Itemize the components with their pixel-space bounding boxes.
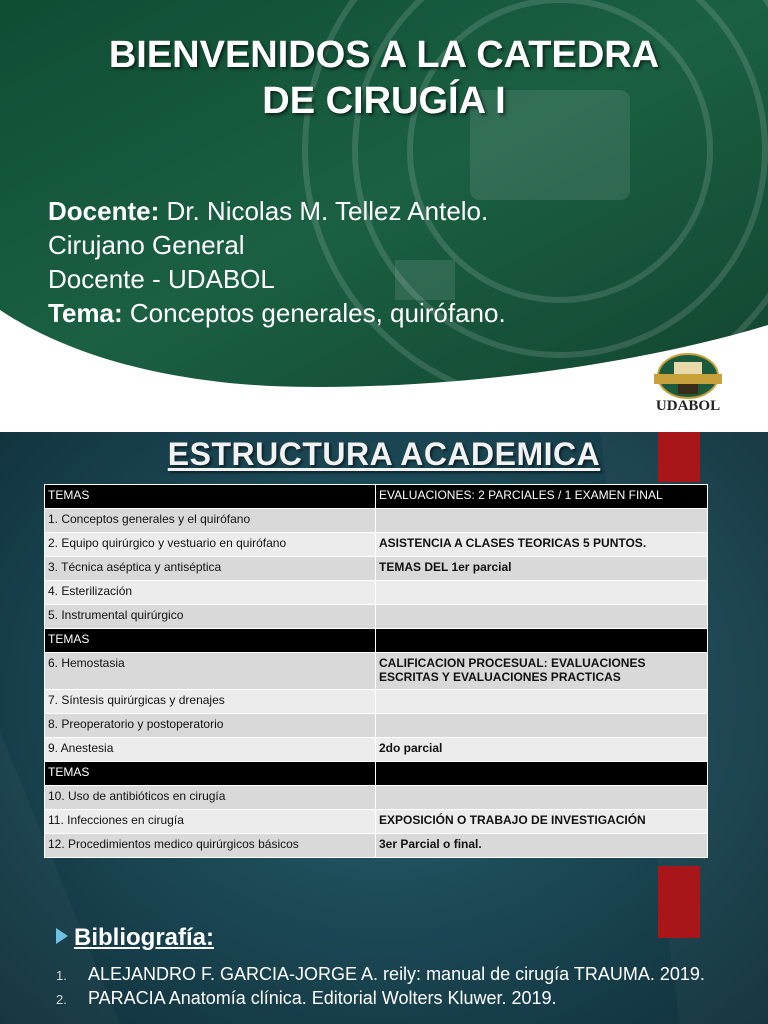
evaluation-cell [376, 629, 708, 653]
evaluation-cell [376, 690, 708, 714]
evaluation-cell [376, 714, 708, 738]
title-line-2: DE CIRUGÍA I [262, 80, 506, 122]
table-row [45, 533, 708, 557]
evaluation-cell [376, 509, 708, 533]
evaluation-cell [376, 786, 708, 810]
evaluation-cell: CALIFICACION PROCESUAL: EVALUACIONES ESCRITAS Y EVALUACIONES PRACTICAS [376, 653, 708, 690]
evaluation-cell [376, 762, 708, 786]
table-row [45, 557, 708, 581]
temas-header-cell: TEMAS [45, 629, 376, 653]
list-item-text: PARACIA Anatomía clínica. Editorial Wolters Kluwer. 2019. [88, 988, 557, 1008]
topic-cell: 9. Anestesia [45, 738, 376, 762]
institution-line: Docente - UDABOL [48, 264, 275, 294]
topic-cell: 5. Instrumental quirúrgico [45, 605, 376, 629]
table-row [45, 509, 708, 533]
topic-cell: 6. Hemostasia [45, 653, 376, 690]
slide-welcome [0, 0, 768, 432]
bibliography-title-text: Bibliografía: [74, 924, 215, 951]
evaluation-cell: ASISTENCIA A CLASES TEORICAS 5 PUNTOS. [376, 533, 708, 557]
list-item-text: ALEJANDRO F. GARCIA-JORGE A. reily: manual de cirugía TRAUMA. 2019. [88, 964, 705, 984]
evaluation-cell: 3er Parcial o final. [376, 834, 708, 858]
topic-cell: 2. Equipo quirúrgico y vestuario en quirófano [45, 533, 376, 557]
section-heading: ESTRUCTURA ACADEMICA [167, 436, 601, 472]
topic-cell: 3. Técnica aséptica y antiséptica [45, 557, 376, 581]
logo-text: UDABOL [655, 398, 721, 414]
page-title [0, 32, 768, 124]
academic-table [44, 484, 708, 858]
evaluation-cell: TEMAS DEL 1er parcial [376, 557, 708, 581]
accent-bar-bottom [658, 866, 700, 938]
docente-name: Dr. Nicolas M. Tellez Antelo. [159, 196, 489, 226]
title-line-1: BIENVENIDOS A LA CATEDRA [108, 34, 660, 76]
table-row [45, 653, 708, 690]
bibliography-title [56, 924, 214, 952]
topic-cell: 1. Conceptos generales y el quirófano [45, 509, 376, 533]
table-row [45, 605, 708, 629]
specialty-line: Cirujano General [48, 230, 245, 260]
table-header-row [45, 629, 708, 653]
docente-label: Docente: [48, 196, 160, 226]
topic-cell: 7. Síntesis quirúrgicas y drenajes [45, 690, 376, 714]
evaluation-cell [376, 605, 708, 629]
table-row [45, 738, 708, 762]
table-row [45, 714, 708, 738]
list-item-number: 1. [56, 968, 67, 983]
topic-cell: 11. Infecciones en cirugía [45, 810, 376, 834]
list-item-number: 2. [56, 992, 67, 1007]
evaluation-cell: 2do parcial [376, 738, 708, 762]
tema-label: Tema: [48, 298, 123, 328]
table-header-row [45, 762, 708, 786]
table-header-row [45, 485, 708, 509]
list-item [56, 986, 716, 1010]
slide-academic-structure [0, 432, 768, 1024]
topic-cell: 8. Preoperatorio y postoperatorio [45, 714, 376, 738]
udabol-logo-icon [644, 352, 732, 414]
tema-value: Conceptos generales, quirófano. [122, 298, 506, 328]
evaluation-cell [376, 581, 708, 605]
topic-cell: 4. Esterilización [45, 581, 376, 605]
temas-header-cell: TEMAS [45, 485, 376, 509]
docente-line [48, 194, 506, 228]
presenter-info [48, 194, 506, 330]
tema-line [48, 296, 506, 330]
table-row [45, 810, 708, 834]
topic-cell: 10. Uso de antibióticos en cirugía [45, 786, 376, 810]
table-row [45, 786, 708, 810]
triangle-bullet-icon [56, 928, 68, 944]
table-row [45, 834, 708, 858]
temas-header-cell: TEMAS [45, 762, 376, 786]
bibliography-list [56, 962, 716, 1010]
list-item [56, 962, 716, 986]
topic-cell: 12. Procedimientos medico quirúrgicos básicos [45, 834, 376, 858]
evaluation-cell: EXPOSICIÓN O TRABAJO DE INVESTIGACIÓN [376, 810, 708, 834]
table-row [45, 690, 708, 714]
table-row [45, 581, 708, 605]
evaluation-cell: EVALUACIONES: 2 PARCIALES / 1 EXAMEN FINAL [376, 485, 708, 509]
